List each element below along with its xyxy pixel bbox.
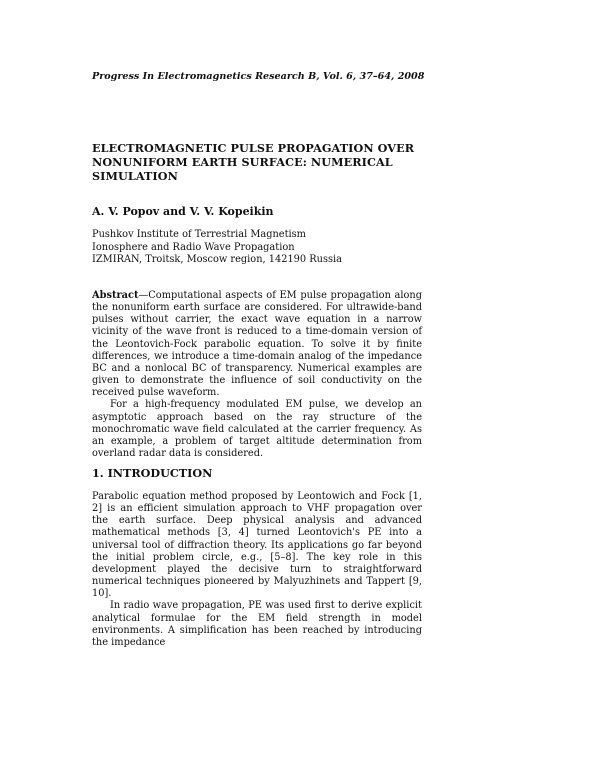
title-line: ELECTROMAGNETIC PULSE PROPAGATION OVER — [92, 141, 415, 155]
section-heading: 1. INTRODUCTION — [92, 466, 213, 480]
affiliation-line: Ionosphere and Radio Wave Propagation — [92, 241, 295, 253]
affiliation — [92, 229, 342, 267]
paper-title — [92, 141, 422, 183]
paper-authors: A. V. Popov and V. V. Kopeikin — [92, 205, 274, 218]
abstract — [92, 290, 422, 460]
title-line: SIMULATION — [92, 169, 178, 183]
abstract-paragraph — [92, 290, 422, 399]
introduction-body — [92, 491, 422, 649]
intro-paragraph: In radio wave propagation, PE was used first to derive explicit analytical formulae for the EM field strength in model environments. A simplification has been reached by introducing the impedance — [92, 600, 422, 648]
abstract-label: Abstract — [92, 290, 139, 301]
affiliation-line: IZMIRAN, Troitsk, Moscow region, 142190 Russia — [92, 254, 342, 265]
journal-header: Progress In Electromagnetics Research B, Vol. 6, 37–64, 2008 — [92, 71, 425, 82]
abstract-text: —Computational aspects of EM pulse propagation along the nonuniform earth surface are considered. For ultrawide-band pulses without carrier, the exact wave equation in a narrow vicinity of the wave front is reduced to a time-domain version of the Leontovich-Fock parabolic equation. To solve it by finite differences, we introduce a time-domain analog of the impedance BC and a nonlocal BC of transparency. Numerical examples are given to demonstrate the influence of soil conductivity on the received pulse waveform. — [92, 290, 422, 399]
intro-paragraph: Parabolic equation method proposed by Leontowich and Fock [1, 2] is an efficient simulation approach to VHF propagation over the earth surface. Deep physical analysis and advanced mathematical methods [3, 4] turned Leontovich's PE into a universal tool of diffraction theory. Its applications go far beyond the initial problem circle, e.g., [5–8]. The key role in this development played the decisive turn to straightforward numerical techniques pioneered by Malyuzhinets and Tappert [9, 10]. — [92, 491, 422, 600]
abstract-paragraph: For a high-frequency modulated EM pulse, we develop an asymptotic approach based on the ray structure of the monochromatic wave field calculated at the carrier frequency. As an example, a problem of target altitude determination from overland radar data is considered. — [92, 399, 422, 460]
title-line: NONUNIFORM EARTH SURFACE: NUMERICAL — [92, 155, 393, 169]
affiliation-line: Pushkov Institute of Terrestrial Magnetism — [92, 229, 306, 240]
